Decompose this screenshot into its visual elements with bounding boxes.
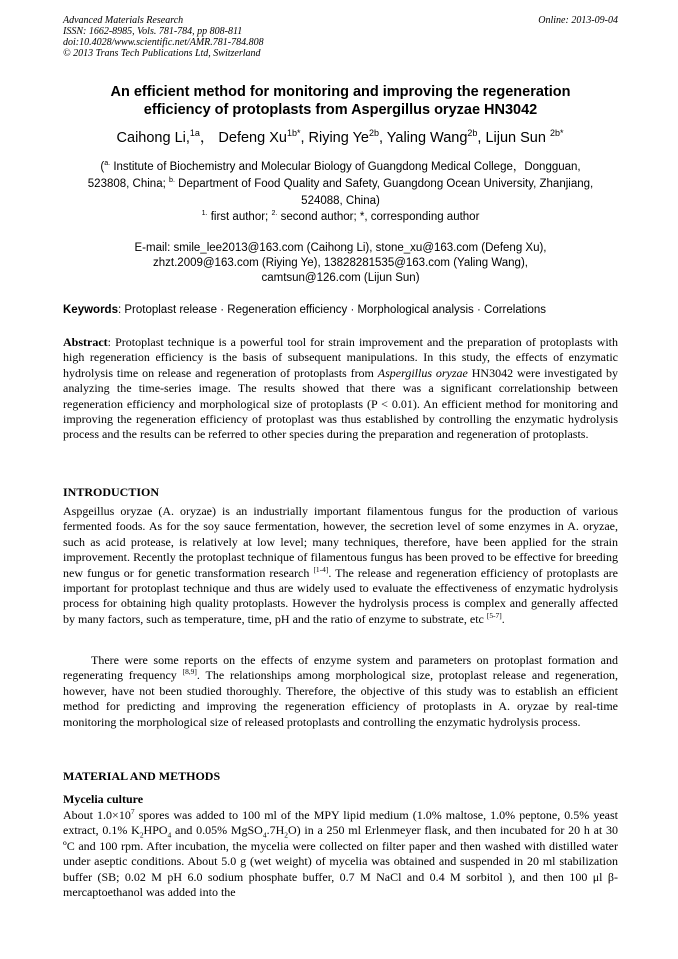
- journal-name: Advanced Materials Research: [63, 15, 184, 26]
- methods-text: O) in a 250 ml Erlenmeyer flask, and then incubated for 20 h at 30 ºC and 100 rpm. After incubation, the mycelia were collected on filter paper and then washed with distilled water under aseptic conditions. About 5.0 g (wet weight) of mycelia was obtained and suspended in 20 ml stabilization buffer (SB; 0.02 M pH 6.0 sodium phosphate buffer, 0.7 M NaCl and 0.4 M sorbitol ), and then 100 μl β- mercaptoethanol was added into the: [63, 823, 618, 900]
- citation: [1-4]: [313, 564, 329, 574]
- email-line-1: E-mail: smile_lee2013@163.com (Caihong Li), stone_xu@163.com (Defeng Xu),: [134, 242, 547, 254]
- paper-title: [63, 83, 618, 119]
- affiliations: [63, 159, 618, 210]
- keywords: [63, 303, 618, 318]
- intro-text: . The relationships among morphological size, protoplast release and regeneration, however, have not been studied thoroughly. Therefore, the objective of this study was to establish an efficient method for predicting and improving the regeneration efficiency of protoplasts in A. oryzae by real-time monitoring the morphological size of released protoplasts and controlling the enzymatic hydrolysis process.: [63, 668, 619, 729]
- affiliation-a: Institute of Biochemistry and Molecular Biology of Guangdong Medical College，Dongguan,: [110, 161, 581, 173]
- methods-text: and 0.05% MgSO: [171, 823, 263, 838]
- abstract: [63, 335, 618, 443]
- author-name: Riying Ye: [308, 130, 369, 146]
- author-separator: ,: [477, 130, 486, 146]
- keywords-label: Keywords: [63, 304, 118, 316]
- methods-text: HPO: [143, 823, 168, 838]
- author-name: Lijun Sun: [485, 130, 550, 146]
- note-mark-1: 1.: [201, 209, 208, 218]
- intro-text: There were some reports on the effects of enzyme system and parameters on protoplast formation and regenerating frequency: [63, 653, 618, 683]
- email-line-2: zhzt.2009@163.com (Riying Ye), 13828281535@163.com (Yaling Wang),: [153, 257, 528, 269]
- email-block: [63, 241, 618, 286]
- online-date: Online: 2013-09-04: [538, 15, 618, 26]
- author-affil-mark: 1b*: [286, 128, 301, 139]
- note-second-author: second author; *, corresponding author: [277, 211, 480, 223]
- introduction-paragraph-2: [63, 653, 618, 730]
- open-paren: (: [100, 161, 105, 173]
- keywords-text: : Protoplast release · Regeneration efficiency · Morphological analysis · Correlations: [117, 304, 547, 316]
- author-affil-mark: 2b: [368, 128, 379, 139]
- author-affil-mark: 2b*: [549, 128, 564, 139]
- affiliation-line-3: 524088, China): [301, 195, 380, 207]
- author-name: Caihong Li,: [116, 130, 190, 146]
- affil-mark-a: a.: [104, 159, 111, 168]
- introduction-heading: INTRODUCTION: [63, 485, 160, 499]
- mycelia-culture-heading: Mycelia culture: [63, 792, 144, 806]
- affiliation-b: Department of Food Quality and Safety, Guangdong Ocean University, Zhanjiang,: [174, 178, 594, 190]
- author-list: [40, 129, 640, 147]
- intro-text: Aspgeillus oryzae (A. oryzae) is an industrially important filamentous fungus for the production of various fermented foods. As for the soy sauce fermentation, however, the secretion level of some enzymes in A. oryzae, such as acid protease, is relatively at low level; many techniques, therefore, have been applied for the strain improvement. Recently the protoplast technique of filamentous fungus has been proved to be effective for breeding new fungus or for genetic transformation research: [63, 504, 618, 580]
- author-separator: ，: [199, 130, 215, 146]
- doi-line: doi:10.4028/www.scientific.net/AMR.781-784.808: [63, 37, 264, 48]
- citation: [5-7]: [486, 610, 502, 620]
- subscript: 4: [167, 830, 172, 840]
- affiliation-a-cont: 523808, China;: [87, 178, 169, 190]
- introduction-paragraph-1: [63, 504, 618, 627]
- exponent: 7: [130, 807, 135, 816]
- affil-mark-b: b.: [168, 176, 175, 185]
- intro-text: . The release and regeneration efficiency of protoplasts are important for protoplast technique and thus are widely used to evaluate the effectiveness of enzymatic hydrolysis process for obtaining high quality protoplasts. However the hydrolysis process is complex and generally affected by many factors, such as temperature, time, pH and the ratio of enzyme to substrate, etc: [63, 565, 619, 626]
- methods-paragraph-1: [63, 808, 618, 900]
- author-separator: ,: [300, 130, 309, 146]
- subscript: 4: [262, 830, 267, 840]
- methods-text: About 1.0×10: [63, 808, 131, 822]
- title-line-2: efficiency of protoplasts from Aspergillus oryzae HN3042: [143, 102, 538, 118]
- species-name: Aspergillus oryzae: [377, 365, 468, 380]
- author-notes: [63, 210, 618, 225]
- author-separator: ,: [378, 130, 387, 146]
- note-mark-2: 2.: [271, 209, 278, 218]
- author-name: Defeng Xu: [218, 130, 287, 146]
- affiliation-line-1: [63, 159, 618, 176]
- journal-header: [63, 15, 618, 59]
- abstract-label: Abstract: [63, 335, 108, 349]
- note-first-author: first author;: [207, 211, 272, 223]
- author-name: Yaling Wang: [386, 130, 468, 146]
- title-line-1: An efficient method for monitoring and improving the regeneration: [110, 84, 571, 100]
- methods-heading: MATERIAL AND METHODS: [63, 769, 221, 783]
- subscript: 2: [284, 830, 288, 840]
- email-line-3: camtsun@126.com (Lijun Sun): [261, 272, 420, 284]
- citation: [8,9]: [182, 667, 197, 677]
- subscript: 2: [139, 830, 144, 840]
- author-affil-mark: 1a: [189, 128, 200, 139]
- abstract-text-1: : Protoplast technique is a powerful tool for strain improvement and the preparation of protoplasts with high regeneration efficiency is the basis of subsequent manipulations. In this study, the effects of enzymatic hydrolysis time on release and regeneration of protoplasts from: [63, 335, 618, 380]
- methods-text: .7H: [266, 823, 285, 838]
- copyright-line: © 2013 Trans Tech Publications Ltd, Switzerland: [63, 48, 261, 59]
- author-affil-mark: 2b: [467, 128, 478, 139]
- issn-line: ISSN: 1662-8985, Vols. 781-784, pp 808-811: [63, 26, 243, 37]
- methods-text: spores was added to 100 ml of the MPY lipid medium (1.0% maltose, 1.0% peptone, 0.5% yeast extract, 0.1% K: [63, 808, 618, 838]
- abstract-text-2: HN3042 were investigated by analyzing the time-series image. The results showed that there was a significant correlationship between regeneration efficiency and morphological size of protoplasts (P < 0.01). An efficient method for monitoring and improving the regeneration efficiency of protoplast was thus established by controlling the enzymatic hydrolysis process and the results can be referred to other species during the preparation and regeneration of protoplasts.: [63, 365, 618, 442]
- affiliation-line-2: [63, 176, 618, 193]
- intro-text: .: [501, 611, 505, 626]
